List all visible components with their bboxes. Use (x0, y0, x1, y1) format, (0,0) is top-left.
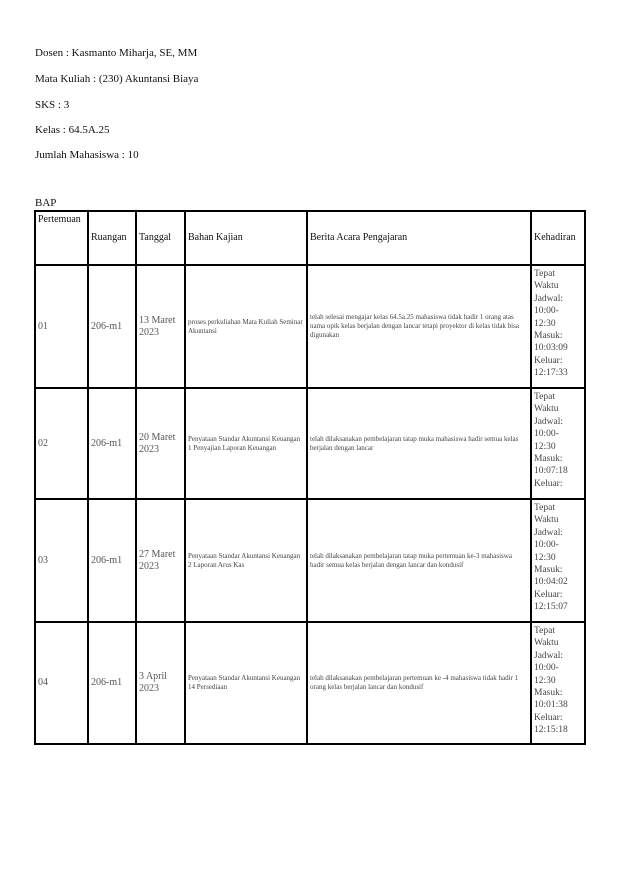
kehadiran-line: 10:03:09 (534, 343, 568, 354)
bahan-kajian-cell: Penyataan Standar Akuntansi Keuangan 2 Laporan Arus Kas (185, 499, 307, 622)
sks-line: SKS : 3 (35, 99, 70, 111)
kehadiran-line: Keluar: (534, 478, 563, 489)
kelas-line: Kelas : 64.5A.25 (35, 124, 110, 136)
kehadiran-line: Masuk: (534, 565, 563, 576)
kehadiran-line: 10:00- (534, 429, 559, 440)
ruangan-cell: 206-m1 (88, 265, 136, 388)
pertemuan-cell: 03 (35, 499, 88, 622)
kehadiran-line: 12:30 (534, 552, 556, 563)
ruangan-cell: 206-m1 (88, 499, 136, 622)
header-bahan-kajian: Bahan Kajian (185, 211, 307, 265)
header-tanggal: Tanggal (136, 211, 185, 265)
kehadiran-line: Jadwal: (534, 527, 564, 538)
kehadiran-line: Jadwal: (534, 416, 564, 427)
header-ruangan: Ruangan (88, 211, 136, 265)
kehadiran-line: Waktu (534, 404, 559, 415)
kehadiran-line: Waktu (534, 515, 559, 526)
berita-acara-cell: telah selesai mengajar kelas 64.5a.25 mahasiswa tidak hadir 1 orang atas nama opik kelas berjalan dengan lancar tetapi proyektor di kelas tidak bisa digunakan (307, 265, 531, 388)
header-berita-acara: Berita Acara Pengajaran (307, 211, 531, 265)
kehadiran-line: Masuk: (534, 688, 563, 699)
kehadiran-line: Masuk: (534, 454, 563, 465)
bap-table (34, 210, 586, 745)
bahan-kajian-cell: proses perkuliahan Mata Kuliah Seminar Akuntansi (185, 265, 307, 388)
table-row (35, 622, 585, 744)
kehadiran-line: Tepat (534, 503, 555, 513)
kehadiran-line: Waktu (534, 281, 559, 292)
berita-acara-cell: telah dilaksanakan pembelajaran tatap muka pertemuan ke-3 mahasiswa hadir semua kelas berjalan dengan lancar dan kondusif (307, 499, 531, 622)
kehadiran-line: Keluar: (534, 589, 563, 600)
pertemuan-cell: 02 (35, 388, 88, 499)
kehadiran-line: 10:00- (534, 663, 559, 674)
kehadiran-line: Waktu (534, 638, 559, 649)
kehadiran-line: 12:15:18 (534, 725, 568, 736)
berita-acara-cell: telah dilaksanakan pembelajaran tatap muka mahasiswa hadir semua kelas berjalan dengan lancar (307, 388, 531, 499)
kehadiran-cell (531, 622, 585, 744)
kehadiran-line: Tepat (534, 269, 555, 279)
ruangan-cell: 206-m1 (88, 388, 136, 499)
jumlah-mahasiswa-line: Jumlah Mahasiswa : 10 (35, 149, 139, 161)
kehadiran-line: Jadwal: (534, 650, 564, 661)
kehadiran-line: 12:30 (534, 675, 556, 686)
bap-title: BAP (35, 197, 57, 209)
bahan-kajian-cell: Penyataan Standar Akuntansi Keuangan 14 Persediaan (185, 622, 307, 744)
kehadiran-cell (531, 499, 585, 622)
kehadiran-line: Tepat (534, 626, 555, 636)
table-row (35, 388, 585, 499)
table-header-row (35, 211, 585, 265)
ruangan-cell: 206-m1 (88, 622, 136, 744)
dosen-line: Dosen : Kasmanto Miharja, SE, MM (35, 47, 198, 59)
kehadiran-line: 10:07:18 (534, 466, 568, 477)
mata-kuliah-line: Mata Kuliah : (230) Akuntansi Biaya (35, 73, 199, 85)
kehadiran-line: Tepat (534, 392, 555, 402)
bahan-kajian-cell: Penyataan Standar Akuntansi Keuangan 1 Penyajian Laporan Keuangan (185, 388, 307, 499)
kehadiran-line: 10:00- (534, 306, 559, 317)
kehadiran-line: Keluar: (534, 712, 563, 723)
tanggal-cell: 20 Maret 2023 (136, 388, 185, 499)
kehadiran-line: 12:30 (534, 441, 556, 452)
tanggal-cell: 27 Maret 2023 (136, 499, 185, 622)
table-row (35, 265, 585, 388)
pertemuan-cell: 04 (35, 622, 88, 744)
kehadiran-line: Jadwal: (534, 293, 564, 304)
kehadiran-line: Keluar: (534, 355, 563, 366)
berita-acara-cell: telah dilaksanakan pembelajaran pertemuan ke -4 mahasiswa tidak hadir 1 orang kelas berjalan lancar dan kondusif (307, 622, 531, 744)
header-pertemuan: Pertemuan (35, 211, 88, 265)
pertemuan-cell: 01 (35, 265, 88, 388)
tanggal-cell: 3 April 2023 (136, 622, 185, 744)
kehadiran-line: 12:30 (534, 318, 556, 329)
kehadiran-line: 10:00- (534, 540, 559, 551)
table-row (35, 499, 585, 622)
kehadiran-line: 12:17:33 (534, 368, 568, 379)
kehadiran-cell (531, 388, 585, 499)
kehadiran-cell (531, 265, 585, 388)
kehadiran-line: Masuk: (534, 331, 563, 342)
kehadiran-line: 10:01:38 (534, 700, 568, 711)
header-kehadiran: Kehadiran (531, 211, 585, 265)
kehadiran-line: 12:15:07 (534, 602, 568, 613)
kehadiran-line: 10:04:02 (534, 577, 568, 588)
tanggal-cell: 13 Maret 2023 (136, 265, 185, 388)
